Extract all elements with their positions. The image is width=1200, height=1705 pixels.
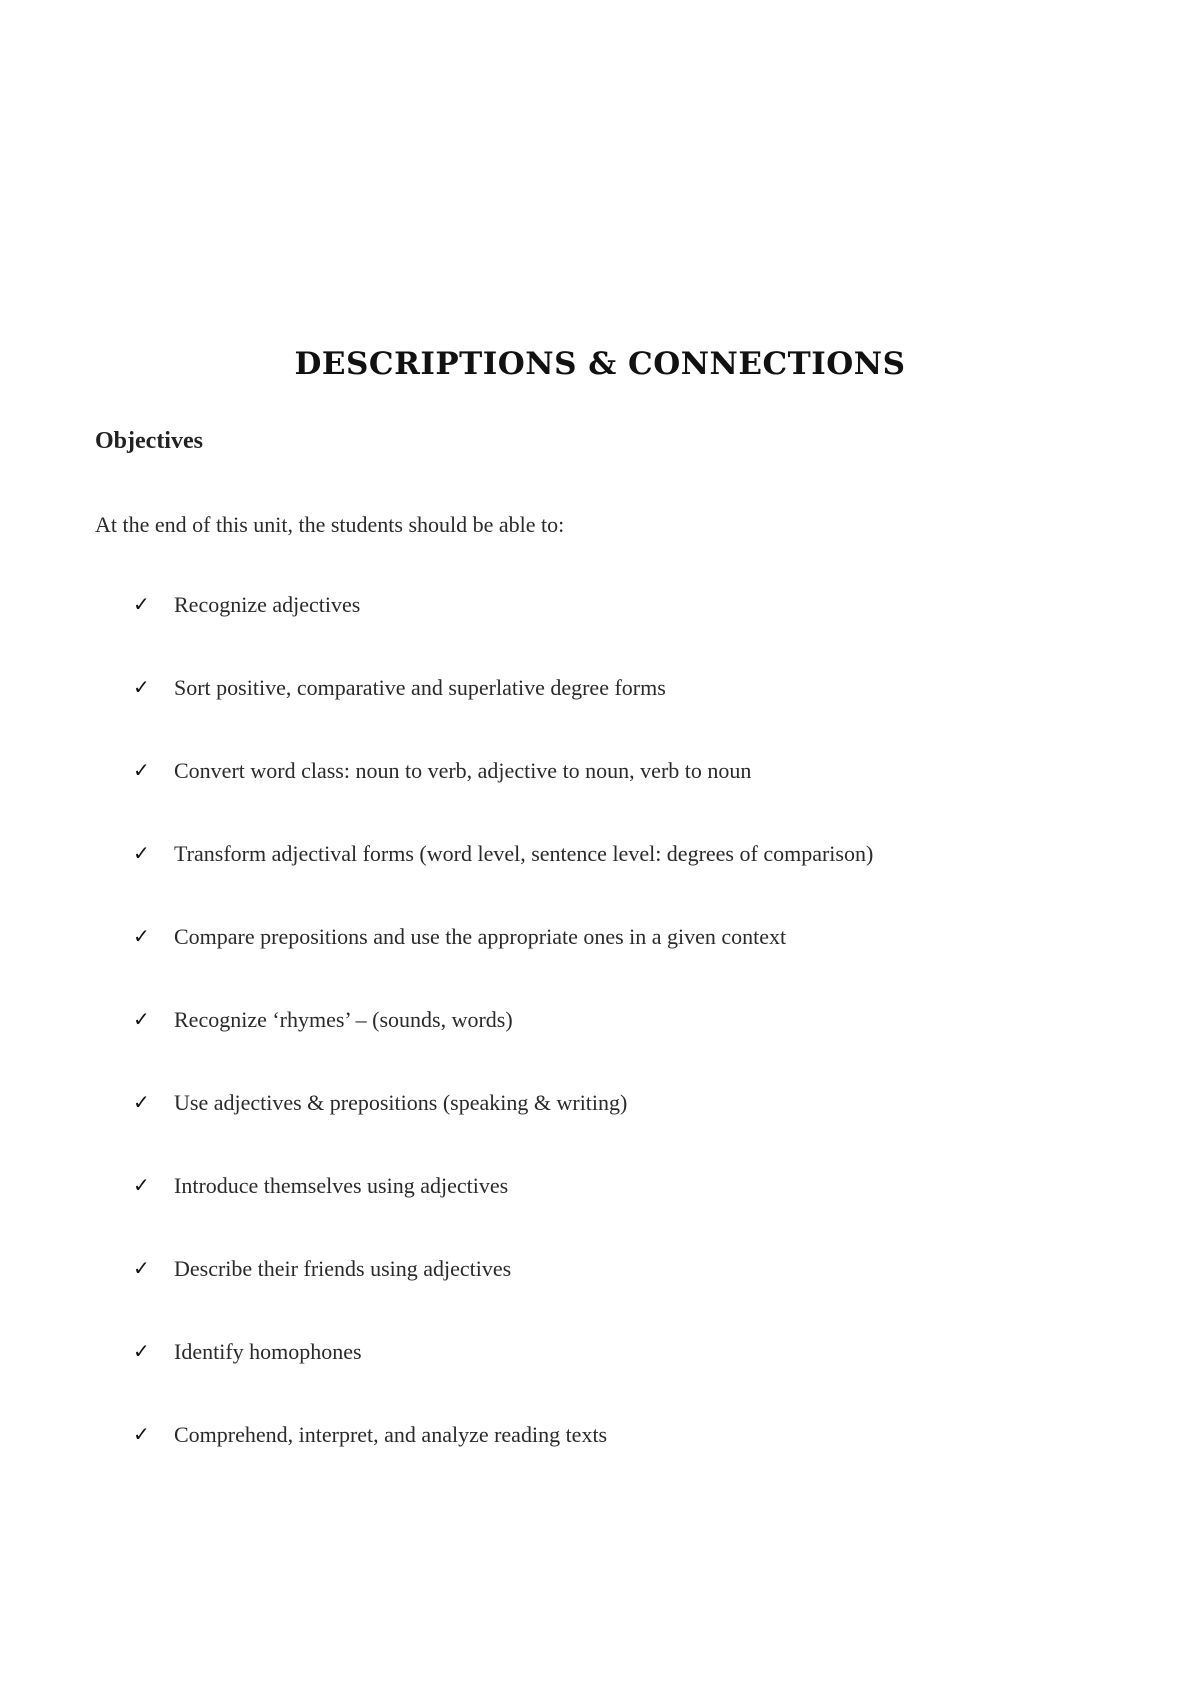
objective-text: Compare prepositions and use the appropriate ones in a given context: [174, 924, 787, 949]
checkmark-icon: ✓: [133, 1090, 150, 1114]
checkmark-icon: ✓: [133, 924, 150, 948]
objective-text: Convert word class: noun to verb, adjective to noun, verb to noun: [174, 758, 752, 783]
list-item: [0, 1090, 1200, 1173]
checkmark-icon: ✓: [133, 1007, 150, 1031]
checkmark-icon: ✓: [133, 841, 150, 865]
list-item: [0, 592, 1200, 675]
objective-text: Comprehend, interpret, and analyze reading texts: [174, 1422, 608, 1447]
checkmark-icon: ✓: [133, 1256, 150, 1280]
list-item: [0, 675, 1200, 758]
list-item: [0, 758, 1200, 841]
list-item: [0, 841, 1200, 924]
list-item: [0, 1256, 1200, 1339]
checkmark-icon: ✓: [133, 1339, 150, 1363]
objective-text: Transform adjectival forms (word level, sentence level: degrees of comparison): [174, 841, 874, 866]
objective-text: Use adjectives & prepositions (speaking & writing): [174, 1090, 628, 1115]
page-title: DESCRIPTIONS & CONNECTIONS: [294, 346, 906, 382]
objective-text: Sort positive, comparative and superlative degree forms: [174, 675, 666, 700]
checkmark-icon: ✓: [133, 592, 150, 616]
list-item: [0, 1173, 1200, 1256]
objectives-list: [0, 592, 1200, 1505]
objective-text: Recognize ‘rhymes’ – (sounds, words): [174, 1007, 513, 1032]
section-heading-objectives: Objectives: [95, 428, 203, 454]
list-item: [0, 1422, 1200, 1505]
objective-text: Describe their friends using adjectives: [174, 1256, 512, 1281]
checkmark-icon: ✓: [133, 1422, 150, 1446]
checkmark-icon: ✓: [133, 1173, 150, 1197]
checkmark-icon: ✓: [133, 675, 150, 699]
list-item: [0, 1339, 1200, 1422]
checkmark-icon: ✓: [133, 758, 150, 782]
objective-text: Recognize adjectives: [174, 592, 361, 617]
objective-text: Introduce themselves using adjectives: [174, 1173, 509, 1198]
objective-text: Identify homophones: [174, 1339, 362, 1364]
list-item: [0, 924, 1200, 1007]
list-item: [0, 1007, 1200, 1090]
intro-text: At the end of this unit, the students should be able to:: [95, 512, 565, 537]
